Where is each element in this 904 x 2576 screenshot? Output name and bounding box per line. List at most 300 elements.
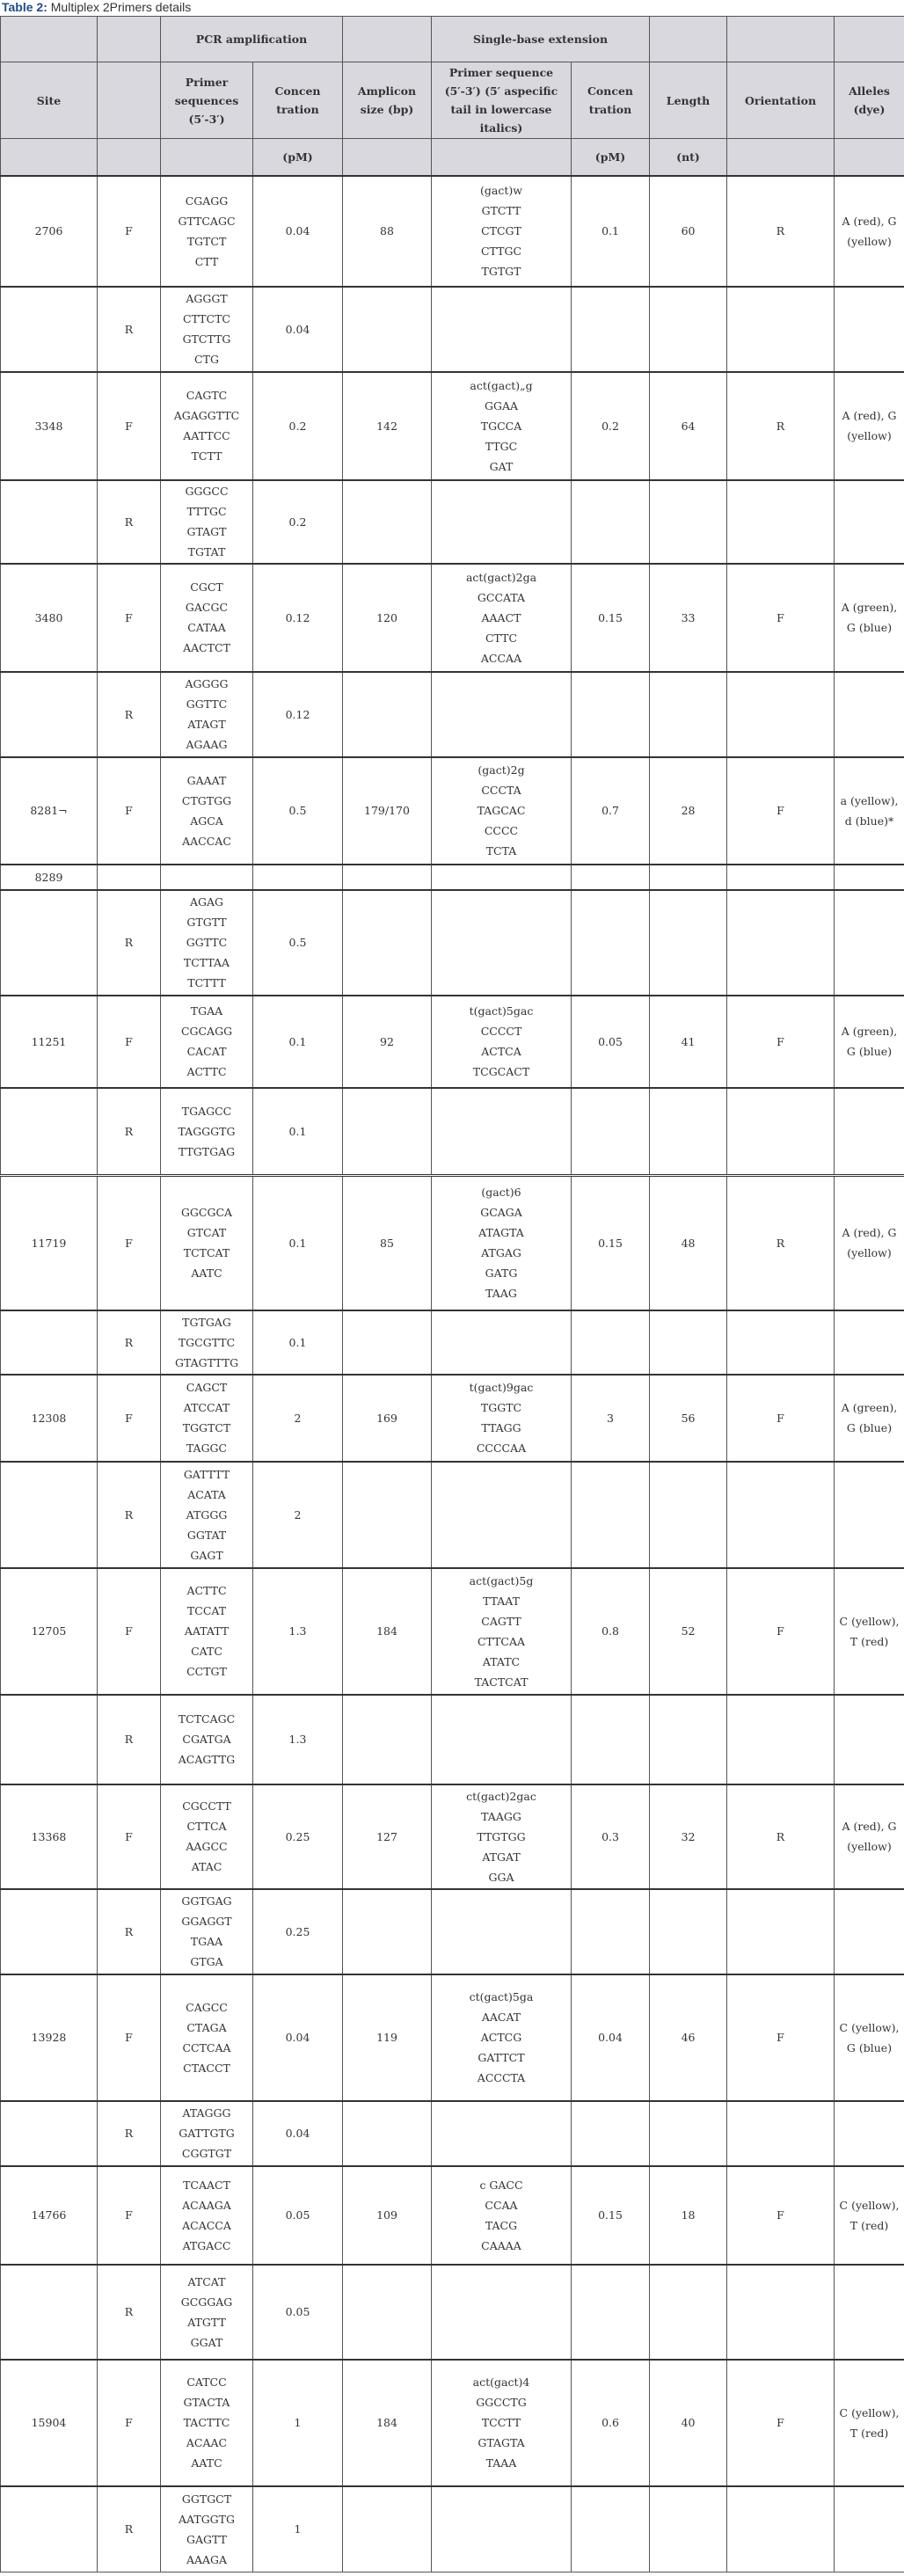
pcr-conc-cell: 0.04 <box>253 2101 343 2166</box>
sequence-line: CGATGA <box>182 1733 231 1746</box>
sequence-line: GTTCAGC <box>178 214 236 228</box>
sequence-line: CGGTGT <box>181 2147 232 2160</box>
alleles-cell: C (yellow), T (red) <box>835 2166 904 2265</box>
sbe-conc-cell <box>572 1088 650 1176</box>
length-cell <box>650 2265 727 2360</box>
sequence-line: AATTCC <box>183 429 230 442</box>
sequence-line: TACTCAT <box>474 1675 529 1689</box>
alleles-cell: A (red), G (yellow) <box>835 1176 904 1310</box>
amplicon-cell <box>343 1310 432 1375</box>
sequence-line: GTAGT <box>186 525 227 538</box>
sbe-primer-cell <box>432 1462 572 1568</box>
pcr-primer-cell <box>161 287 253 372</box>
orientation-cell <box>727 2486 835 2572</box>
length-cell <box>650 1462 727 1568</box>
sbe-primer-cell <box>432 865 572 890</box>
sequence-line: ACACCA <box>182 2218 231 2232</box>
sbe-conc-cell: 0.6 <box>572 2360 650 2486</box>
length-cell <box>650 672 727 757</box>
sequence-line: TTGC <box>485 439 518 453</box>
sequence-line: act(gact)2ga <box>465 570 537 584</box>
table-row <box>1 2166 904 2265</box>
alleles-cell <box>835 1310 904 1375</box>
sequence-line: TCTTAA <box>183 956 230 969</box>
sequence-line: AGGGG <box>185 677 229 690</box>
site-cell <box>1 1310 98 1375</box>
header-group-sbe: Single-base extension <box>432 17 650 62</box>
sequence-line: CACAT <box>186 1045 227 1058</box>
sequence-line: CCCTA <box>481 784 521 797</box>
sequence-line: AAAGA <box>186 2552 228 2566</box>
sequence-line: ATGAT <box>482 1850 521 1864</box>
site-cell: 13928 <box>1 1974 98 2101</box>
sbe-conc-cell <box>572 672 650 757</box>
direction-cell: F <box>98 176 161 287</box>
direction-cell: R <box>98 1695 161 1784</box>
pcr-conc-cell: 1.3 <box>253 1695 343 1784</box>
sequence-line: GTCTT <box>481 204 521 217</box>
sequence-line: GAAAT <box>186 773 227 787</box>
sequence-line: ATGGG <box>186 1507 228 1522</box>
sequence-line: TAAA <box>485 2456 517 2470</box>
pcr-primer-cell <box>161 865 253 890</box>
pcr-conc-cell: 0.04 <box>253 1974 343 2101</box>
orientation-cell <box>727 1889 835 1974</box>
sequence-line: GACGC <box>185 601 229 614</box>
pcr-conc-cell: 0.05 <box>253 2265 343 2360</box>
sequence-line: ATGTT <box>187 2315 226 2329</box>
amplicon-cell <box>343 2101 432 2166</box>
alleles-cell <box>835 287 904 372</box>
sequence-line: CGAGG <box>185 193 229 208</box>
amplicon-cell <box>343 480 432 564</box>
header-alleles: Alleles (dye) <box>835 62 904 139</box>
sequence-line: TGTAT <box>187 545 226 558</box>
orientation-cell <box>727 2265 835 2360</box>
site-cell: 8289 <box>1 865 98 890</box>
sequence-line: CCCCAA <box>476 1441 527 1455</box>
pcr-primer-cell <box>161 176 253 287</box>
sbe-primer-cell <box>432 564 572 672</box>
alleles-cell: A (red), G (yellow) <box>835 176 904 287</box>
direction-cell: F <box>98 2166 161 2265</box>
pcr-primer-cell <box>161 1695 253 1784</box>
sequence-line: CAGTC <box>186 389 228 402</box>
header-group-pcr: PCR amplification <box>161 17 343 62</box>
pcr-primer-cell <box>161 1784 253 1889</box>
direction-cell: F <box>98 372 161 480</box>
pcr-conc-cell: 0.04 <box>253 176 343 287</box>
site-cell: 2706 <box>1 176 98 287</box>
sequence-line: TAGGC <box>186 1441 228 1455</box>
sequence-line: AATGGTG <box>178 2512 235 2526</box>
site-cell <box>1 2486 98 2572</box>
sbe-conc-cell <box>572 2486 650 2572</box>
direction-cell: R <box>98 672 161 757</box>
direction-cell: F <box>98 1176 161 1310</box>
alleles-cell: A (green), G (blue) <box>835 996 904 1088</box>
sequence-line: AGAG <box>189 895 224 909</box>
sbe-primer-cell <box>432 672 572 757</box>
sequence-line: GATTTT <box>183 1467 230 1481</box>
table-row <box>1 1568 904 1695</box>
table-row <box>1 564 904 672</box>
header-unit-length: (nt) <box>650 139 727 176</box>
sequence-line: TCCTT <box>481 2416 521 2429</box>
header-blank <box>432 139 572 176</box>
sequence-line: CATAA <box>187 621 226 634</box>
site-cell: 3480 <box>1 564 98 672</box>
amplicon-cell <box>343 2265 432 2360</box>
direction-cell: R <box>98 2265 161 2360</box>
sbe-primer-cell <box>432 1088 572 1176</box>
sequence-line: GAGTT <box>186 2532 227 2546</box>
sequence-line: ATAGGG <box>182 2106 231 2120</box>
sbe-primer-cell <box>432 890 572 996</box>
sequence-line: TTGTGG <box>477 1829 526 1843</box>
amplicon-cell: 85 <box>343 1176 432 1310</box>
sequence-line: GTACTA <box>183 2396 230 2409</box>
amplicon-cell: 184 <box>343 1568 432 1695</box>
pcr-conc-cell: 1.3 <box>253 1568 343 1695</box>
sequence-line: GGTGCT <box>181 2492 232 2506</box>
orientation-cell: F <box>727 2166 835 2265</box>
sequence-line: TGTGT <box>481 265 521 278</box>
site-cell <box>1 1889 98 1974</box>
sequence-line: TCTTT <box>187 976 226 989</box>
sequence-line: ACTCG <box>480 2031 522 2044</box>
pcr-primer-cell <box>161 1974 253 2101</box>
sbe-primer-cell <box>432 1568 572 1695</box>
site-cell: 12308 <box>1 1375 98 1462</box>
site-cell <box>1 287 98 372</box>
sequence-line: TGCGTTC <box>178 1335 236 1349</box>
direction-cell: R <box>98 480 161 564</box>
direction-cell <box>98 865 161 890</box>
sequence-line: CTACCT <box>183 2061 230 2075</box>
amplicon-cell: 88 <box>343 176 432 287</box>
sbe-conc-cell: 0.15 <box>572 1176 650 1310</box>
sbe-conc-cell <box>572 287 650 372</box>
alleles-cell <box>835 672 904 757</box>
sequence-line: ATCAT <box>187 2274 226 2288</box>
sequence-line: GCAGA <box>480 1206 522 1220</box>
sequence-line: ACTCA <box>481 1045 521 1058</box>
sequence-line: (gact)2g <box>478 763 525 777</box>
sbe-primer-cell <box>432 480 572 564</box>
header-unit-pcr-conc: (pM) <box>253 139 343 176</box>
sequence-line: AGGGT <box>186 292 228 305</box>
pcr-conc-cell: 0.2 <box>253 372 343 480</box>
sbe-conc-cell <box>572 865 650 890</box>
sbe-conc-cell <box>572 2101 650 2166</box>
length-cell: 52 <box>650 1568 727 1695</box>
orientation-cell <box>727 480 835 564</box>
sequence-line: TGAA <box>190 1935 223 1948</box>
sbe-conc-cell: 0.3 <box>572 1784 650 1889</box>
pcr-primer-cell <box>161 672 253 757</box>
amplicon-cell: 184 <box>343 2360 432 2486</box>
sequence-line: ACTTC <box>186 1065 227 1078</box>
sequence-line: GTAGTTTG <box>174 1355 239 1369</box>
pcr-conc-cell: 0.1 <box>253 1310 343 1375</box>
length-cell <box>650 1889 727 1974</box>
pcr-primer-cell <box>161 2360 253 2486</box>
sbe-primer-cell <box>432 1784 572 1889</box>
sequence-line: TCAACT <box>183 2178 230 2192</box>
pcr-conc-cell: 0.2 <box>253 480 343 564</box>
table-row <box>1 1375 904 1462</box>
pcr-conc-cell: 0.1 <box>253 1088 343 1176</box>
amplicon-cell: 92 <box>343 996 432 1088</box>
amplicon-cell: 119 <box>343 1974 432 2101</box>
sbe-primer-cell <box>432 372 572 480</box>
sequence-line: TGGTC <box>480 1401 522 1414</box>
sequence-line: TTAAT <box>483 1594 520 1608</box>
sequence-line: t(gact)5gac <box>469 1004 534 1018</box>
table-row <box>1 287 904 372</box>
sequence-line: ct(gact)5ga <box>469 1990 534 2003</box>
sequence-line: act(gact)4 <box>472 2375 530 2389</box>
header-sbe-conc: Concen tration <box>572 62 650 139</box>
site-cell: 11719 <box>1 1176 98 1310</box>
site-cell <box>1 480 98 564</box>
sequence-line: ATAGTA <box>478 1226 524 1240</box>
orientation-cell: F <box>727 1974 835 2101</box>
alleles-cell: A (green), G (blue) <box>835 1375 904 1462</box>
alleles-cell <box>835 1088 904 1176</box>
sequence-line: CGCAGG <box>180 1025 233 1038</box>
orientation-cell <box>727 1695 835 1784</box>
length-cell <box>650 890 727 996</box>
sequence-line: act(gact)5g <box>469 1573 534 1587</box>
sequence-line: TAAG <box>485 1287 517 1301</box>
sequence-line: GAT <box>489 459 514 473</box>
sbe-primer-cell <box>432 1310 572 1375</box>
sequence-line: TGAA <box>190 1004 223 1018</box>
sequence-line: ACTTC <box>186 1584 227 1597</box>
sequence-line: TCTT <box>191 449 222 463</box>
sbe-conc-cell: 0.7 <box>572 757 650 865</box>
sequence-line: CCCC <box>484 824 519 837</box>
sequence-line: TAAGG <box>481 1809 521 1823</box>
orientation-cell: R <box>727 1784 835 1889</box>
sequence-line: TACG <box>485 2218 518 2232</box>
header-blank <box>161 139 253 176</box>
sequence-line: AGCA <box>190 814 223 828</box>
sequence-line: GTGTT <box>186 916 227 929</box>
sequence-line: CAAAA <box>481 2238 521 2252</box>
orientation-cell: F <box>727 2360 835 2486</box>
sbe-primer-cell <box>432 2360 572 2486</box>
length-cell: 46 <box>650 1974 727 2101</box>
site-cell: 11251 <box>1 996 98 1088</box>
amplicon-cell <box>343 865 432 890</box>
header-blank <box>98 17 161 62</box>
orientation-cell: F <box>727 996 835 1088</box>
caption-label: Table 2: <box>2 0 47 14</box>
length-cell: 48 <box>650 1176 727 1310</box>
pcr-conc-cell: 0.25 <box>253 1784 343 1889</box>
table-row <box>1 2486 904 2572</box>
direction-cell: F <box>98 1568 161 1695</box>
sequence-line: GGTTC <box>186 697 228 711</box>
sequence-line: c GACC <box>479 2178 523 2192</box>
sequence-line: GCGGAG <box>180 2295 233 2309</box>
sequence-line: GCCATA <box>477 590 526 604</box>
direction-cell: F <box>98 996 161 1088</box>
sequence-line: CCCCT <box>480 1025 522 1038</box>
header-blank <box>1 139 98 176</box>
alleles-cell <box>835 480 904 564</box>
header-blank <box>727 139 835 176</box>
header-blank <box>835 139 904 176</box>
header-site: Site <box>1 62 98 139</box>
header-amplicon: Amplicon size (bp) <box>343 62 432 139</box>
site-cell <box>1 2265 98 2360</box>
alleles-cell <box>835 1889 904 1974</box>
pcr-primer-cell <box>161 1310 253 1375</box>
pcr-conc-cell: 0.12 <box>253 564 343 672</box>
sequence-line: CTCGT <box>481 224 521 237</box>
pcr-primer-cell <box>161 2265 253 2360</box>
sequence-line: GATTCT <box>478 2051 525 2064</box>
sequence-line: TGTCT <box>186 234 227 248</box>
alleles-cell <box>835 2486 904 2572</box>
sequence-line: TCGCACT <box>472 1065 530 1078</box>
direction-cell: R <box>98 2486 161 2572</box>
sequence-line: ACAAGA <box>182 2198 231 2212</box>
site-cell: 14766 <box>1 2166 98 2265</box>
sequence-line: GTCAT <box>186 1226 227 1240</box>
sequence-line: TACTTC <box>183 2416 230 2429</box>
sequence-line: (gact)6 <box>481 1186 521 1200</box>
sequence-line: AACCAC <box>182 834 231 848</box>
pcr-primer-cell <box>161 1889 253 1974</box>
primers-table <box>0 16 904 2572</box>
sequence-line: AAACT <box>481 610 521 624</box>
table-row <box>1 2360 904 2486</box>
sequence-line: CTG <box>194 353 219 366</box>
table-row <box>1 672 904 757</box>
sequence-line: GGAGGT <box>181 1915 232 1928</box>
sequence-line: ACCAA <box>480 651 522 665</box>
direction-cell: R <box>98 287 161 372</box>
header-blank <box>98 62 161 139</box>
sequence-line: GGCCTG <box>476 2396 527 2409</box>
sequence-line: GTCTTG <box>182 332 231 346</box>
table-row <box>1 1310 904 1375</box>
table-row <box>1 1889 904 1974</box>
header-sbe-primer: Primer sequence (5′-3′) (5′ aspecific tail in lowercase italics) <box>432 62 572 139</box>
header-pcr-conc: Concen tration <box>253 62 343 139</box>
length-cell: 32 <box>650 1784 727 1889</box>
sequence-line: GGTGAG <box>181 1894 232 1908</box>
sbe-conc-cell: 0.8 <box>572 1568 650 1695</box>
sbe-primer-cell <box>432 996 572 1088</box>
sequence-line: GGGCC <box>185 485 229 498</box>
direction-cell: R <box>98 890 161 996</box>
sequence-line: GATG <box>485 1266 518 1281</box>
site-cell <box>1 1088 98 1176</box>
sequence-line: TTTGC <box>186 505 227 518</box>
length-cell <box>650 1310 727 1375</box>
sequence-line: GTGA <box>190 1955 223 1968</box>
sbe-conc-cell <box>572 1695 650 1784</box>
alleles-cell: C (yellow), T (red) <box>835 2360 904 2486</box>
sbe-conc-cell: 3 <box>572 1375 650 1462</box>
sequence-line: AACTCT <box>183 641 230 654</box>
direction-cell: F <box>98 1784 161 1889</box>
pcr-conc-cell: 0.04 <box>253 287 343 372</box>
direction-cell: R <box>98 1889 161 1974</box>
sequence-line: CAGCT <box>186 1381 228 1394</box>
sbe-conc-cell: 0.2 <box>572 372 650 480</box>
header-blank <box>727 17 835 62</box>
orientation-cell <box>727 287 835 372</box>
table-row <box>1 372 904 480</box>
sbe-conc-cell: 0.15 <box>572 564 650 672</box>
sequence-line: CCTCAA <box>182 2040 231 2054</box>
sbe-primer-cell <box>432 1889 572 1974</box>
sequence-line: CTTCAA <box>477 1634 526 1648</box>
sequence-line: CTTGC <box>480 244 522 258</box>
table-row <box>1 1784 904 1889</box>
sequence-line: CCAA <box>485 2198 518 2212</box>
length-cell <box>650 287 727 372</box>
sequence-line: TAGGGTG <box>178 1124 236 1138</box>
orientation-cell: F <box>727 1568 835 1695</box>
length-cell <box>650 2486 727 2572</box>
site-cell <box>1 1462 98 1568</box>
pcr-primer-cell <box>161 372 253 480</box>
sbe-conc-cell <box>572 1462 650 1568</box>
sequence-line: TTGTGAG <box>178 1144 236 1158</box>
amplicon-cell <box>343 1889 432 1974</box>
orientation-cell <box>727 672 835 757</box>
header-pcr-primer: Primer sequences (5′-3′) <box>161 62 253 139</box>
length-cell: 60 <box>650 176 727 287</box>
sequence-line: CTAGA <box>186 2020 227 2034</box>
sequence-line: TCCAT <box>186 1604 227 1617</box>
length-cell: 64 <box>650 372 727 480</box>
pcr-conc-cell: 0.25 <box>253 1889 343 1974</box>
site-cell <box>1 672 98 757</box>
length-cell <box>650 2101 727 2166</box>
sequence-line: TCTCAGC <box>178 1712 236 1726</box>
pcr-primer-cell <box>161 1088 253 1176</box>
direction-cell: F <box>98 564 161 672</box>
orientation-cell <box>727 1310 835 1375</box>
pcr-primer-cell <box>161 1375 253 1462</box>
site-cell <box>1 1695 98 1784</box>
orientation-cell: R <box>727 1176 835 1310</box>
length-cell: 56 <box>650 1375 727 1462</box>
sequence-line: GGTAT <box>186 1528 227 1542</box>
sbe-primer-cell <box>432 1375 572 1462</box>
site-cell <box>1 890 98 996</box>
orientation-cell <box>727 865 835 890</box>
orientation-cell <box>727 2101 835 2166</box>
alleles-cell: C (yellow), G (blue) <box>835 1974 904 2101</box>
alleles-cell <box>835 865 904 890</box>
sequence-line: CTTCTC <box>183 312 230 325</box>
sequence-line: ATGACC <box>182 2238 231 2252</box>
sbe-conc-cell: 0.1 <box>572 176 650 287</box>
site-cell: 3348 <box>1 372 98 480</box>
table-caption <box>2 0 191 16</box>
table-row <box>1 1088 904 1176</box>
